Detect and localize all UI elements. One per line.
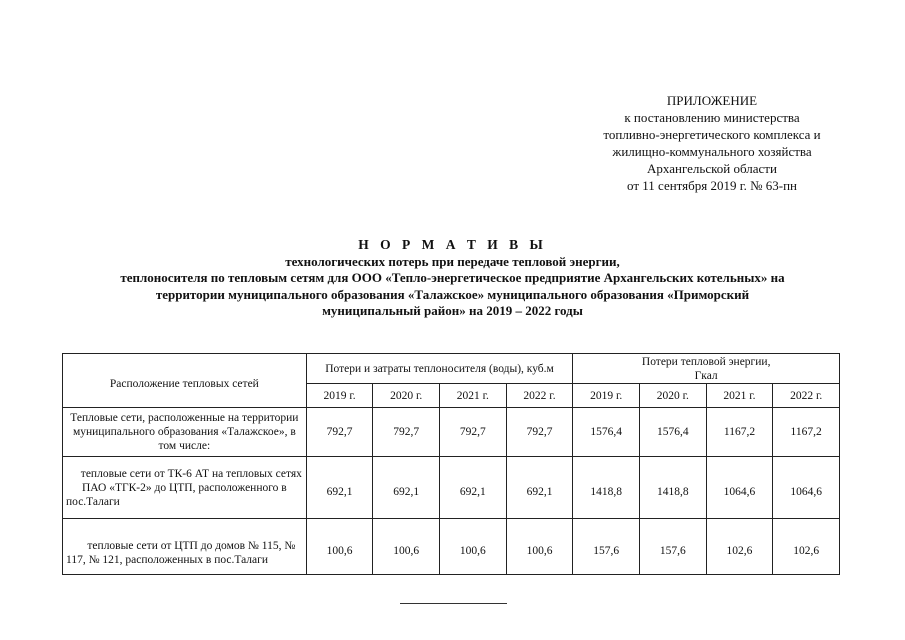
appendix-date: от 11 сентября 2019 г. № 63-пн — [626, 178, 798, 193]
appendix-line: к постановлению министерства — [624, 110, 800, 125]
table-cell: 1064,6 — [773, 457, 840, 519]
table-cell: 692,1 — [440, 457, 507, 519]
table-cell: 1418,8 — [640, 457, 707, 519]
table-cell: 692,1 — [373, 457, 440, 519]
table-cell: 1064,6 — [706, 457, 773, 519]
appendix-title: ПРИЛОЖЕНИЕ — [666, 93, 758, 108]
table-cell: 692,1 — [506, 457, 573, 519]
row-location: тепловые сети от ЦТП до домов № 115, № 117, № 121, расположенных в пос.Талаги — [63, 519, 307, 575]
table-cell: 792,7 — [440, 408, 507, 457]
table-cell: 102,6 — [773, 519, 840, 575]
title-line: территории муниципального образования «Талажское» муниципального образования «Приморский — [155, 286, 750, 302]
appendix-line: Архангельской области — [647, 161, 777, 176]
title-line: технологических потерь при передаче тепловой энергии, — [285, 253, 620, 269]
appendix-line: жилищно-коммунального хозяйства — [612, 144, 812, 159]
table-cell: 102,6 — [706, 519, 773, 575]
table-cell: 100,6 — [506, 519, 573, 575]
year-header: 2021 г. — [706, 384, 773, 408]
appendix-line: топливно-энергетического комплекса и — [603, 127, 821, 142]
table-cell: 100,6 — [306, 519, 373, 575]
table-cell: 792,7 — [506, 408, 573, 457]
table-cell: 792,7 — [373, 408, 440, 457]
title-main: Н О Р М А Т И В Ы — [358, 237, 547, 252]
title-line: муниципальный район» на 2019 – 2022 годы — [322, 303, 583, 318]
table-cell: 792,7 — [306, 408, 373, 457]
table-cell: 157,6 — [640, 519, 707, 575]
table-cell: 692,1 — [306, 457, 373, 519]
table-cell: 1167,2 — [706, 408, 773, 457]
year-header: 2020 г. — [640, 384, 707, 408]
heat-losses-header — [573, 354, 840, 384]
table-header-row — [63, 354, 840, 384]
year-header: 2020 г. — [373, 384, 440, 408]
document-title — [40, 237, 865, 320]
year-header: 2019 г. — [306, 384, 373, 408]
table-cell: 1418,8 — [573, 457, 640, 519]
table-row — [63, 519, 840, 575]
table-row — [63, 457, 840, 519]
table-cell: 100,6 — [373, 519, 440, 575]
title-line: теплоносителя по тепловым сетям для ООО «Тепло-энергетическое предприятие Архангельских котельных» на — [120, 270, 785, 285]
table-cell: 1576,4 — [640, 408, 707, 457]
row-location: Тепловые сети, расположенные на территории муниципального образования «Талажское», в том числе: — [63, 408, 307, 457]
appendix-header — [540, 92, 884, 194]
heat-losses-header-line: Потери тепловой энергии, — [641, 355, 771, 368]
year-header: 2022 г. — [773, 384, 840, 408]
heat-losses-unit: Гкал — [694, 369, 718, 382]
norms-table — [62, 353, 840, 575]
table-cell: 157,6 — [573, 519, 640, 575]
table-cell: 1576,4 — [573, 408, 640, 457]
table-cell: 100,6 — [440, 519, 507, 575]
footer-divider — [400, 603, 507, 604]
table-cell: 1167,2 — [773, 408, 840, 457]
year-header: 2019 г. — [573, 384, 640, 408]
water-losses-header: Потери и затраты теплоносителя (воды), куб.м — [306, 354, 573, 384]
table-row — [63, 408, 840, 457]
location-header: Расположение тепловых сетей — [63, 354, 307, 408]
year-header: 2021 г. — [440, 384, 507, 408]
year-header: 2022 г. — [506, 384, 573, 408]
row-location: тепловые сети от ТК-6 АТ на тепловых сетях ПАО «ТГК-2» до ЦТП, расположенного в пос.Талаги — [63, 457, 307, 519]
